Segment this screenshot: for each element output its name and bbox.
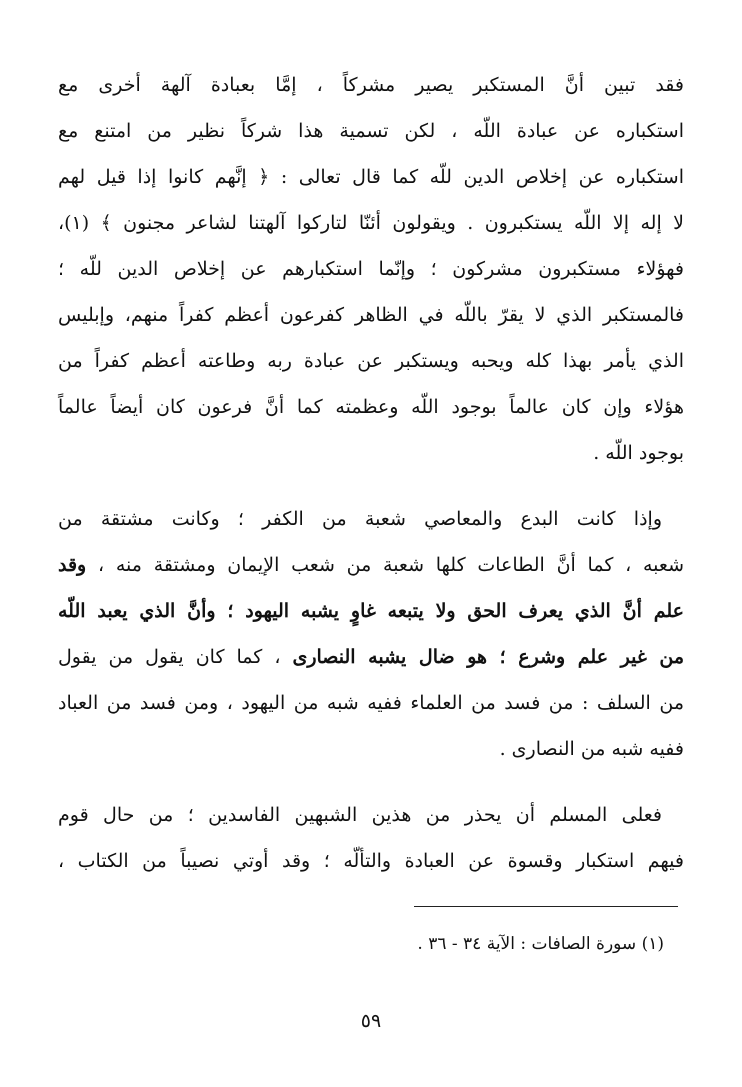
text-line: فالمستكبر الذي لا يقرّ باللّه في الظاهر كفرعون أعظم كفراً منهم، وإبليس [58, 304, 684, 326]
text-line: فقد تبين أنَّ المستكبر يصير مشركاً ، إمَّا بعبادة آلهة أخرى مع [58, 74, 684, 96]
text-line: وإذا كانت البدع والمعاصي شعبة من الكفر ؛ وكانت مشتقة من [58, 508, 662, 530]
footnote: (١) سورة الصافات : الآية ٣٤ - ٣٦ . [417, 934, 664, 954]
page-number: ٥٩ [360, 1010, 382, 1032]
bold-text-line: علم أنَّ الذي يعرف الحق ولا يتبعه غاوٍ يشبه اليهود ؛ وأنَّ الذي يعبد اللّه [58, 600, 684, 622]
text-line: هؤلاء وإن كان عالماً بوجود اللّه وعظمته كما أنَّ فرعون كان أيضاً عالماً [58, 396, 684, 418]
bold-phrase: وقد [58, 554, 87, 576]
text-line: ففيه شبه من النصارى . [499, 738, 684, 760]
line-text: شعبه ، كما أنَّ الطاعات كلها شعبة من شعب الإيمان ومشتقة منه ، [86, 554, 684, 576]
text-line [58, 640, 684, 674]
text-line: استكباره عن عبادة اللّه ، لكن تسمية هذا شركاً نظير من امتنع مع [58, 120, 684, 142]
footnote-separator [414, 906, 678, 907]
text-line: لا إله إلا اللّه يستكبرون . ويقولون أئنّا لتاركوا آلهتنا لشاعر مجنون ﴾ (١)، [58, 212, 684, 234]
bold-phrase: من غير علم وشرع ؛ هو ضال يشبه النصارى [292, 646, 684, 668]
text-line: استكباره عن إخلاص الدين للّه كما قال تعالى : ﴿ إنَّهم كانوا إذا قيل لهم [58, 166, 684, 188]
text-line: الذي يأمر بهذا كله ويحبه ويستكبر عن عبادة ربه وطاعته أعظم كفراً من [58, 350, 684, 372]
text-line: فعلى المسلم أن يحذر من هذين الشبهين الفاسدين ؛ من حال قوم [58, 804, 662, 826]
line-text: ، كما كان يقول من يقول [58, 646, 293, 668]
text-line: بوجود اللّه . [593, 442, 684, 464]
text-line [58, 548, 684, 582]
text-line: فهؤلاء مستكبرون مشركون ؛ وإنّما استكبارهم عن إخلاص الدين للّه ؛ [58, 258, 684, 280]
text-line: من السلف : من فسد من العلماء ففيه شبه من اليهود ، ومن فسد من العباد [58, 692, 684, 714]
text-line: فيهم استكبار وقسوة عن العبادة والتألّه ؛ وقد أوتي نصيباً من الكتاب ، [58, 850, 684, 872]
